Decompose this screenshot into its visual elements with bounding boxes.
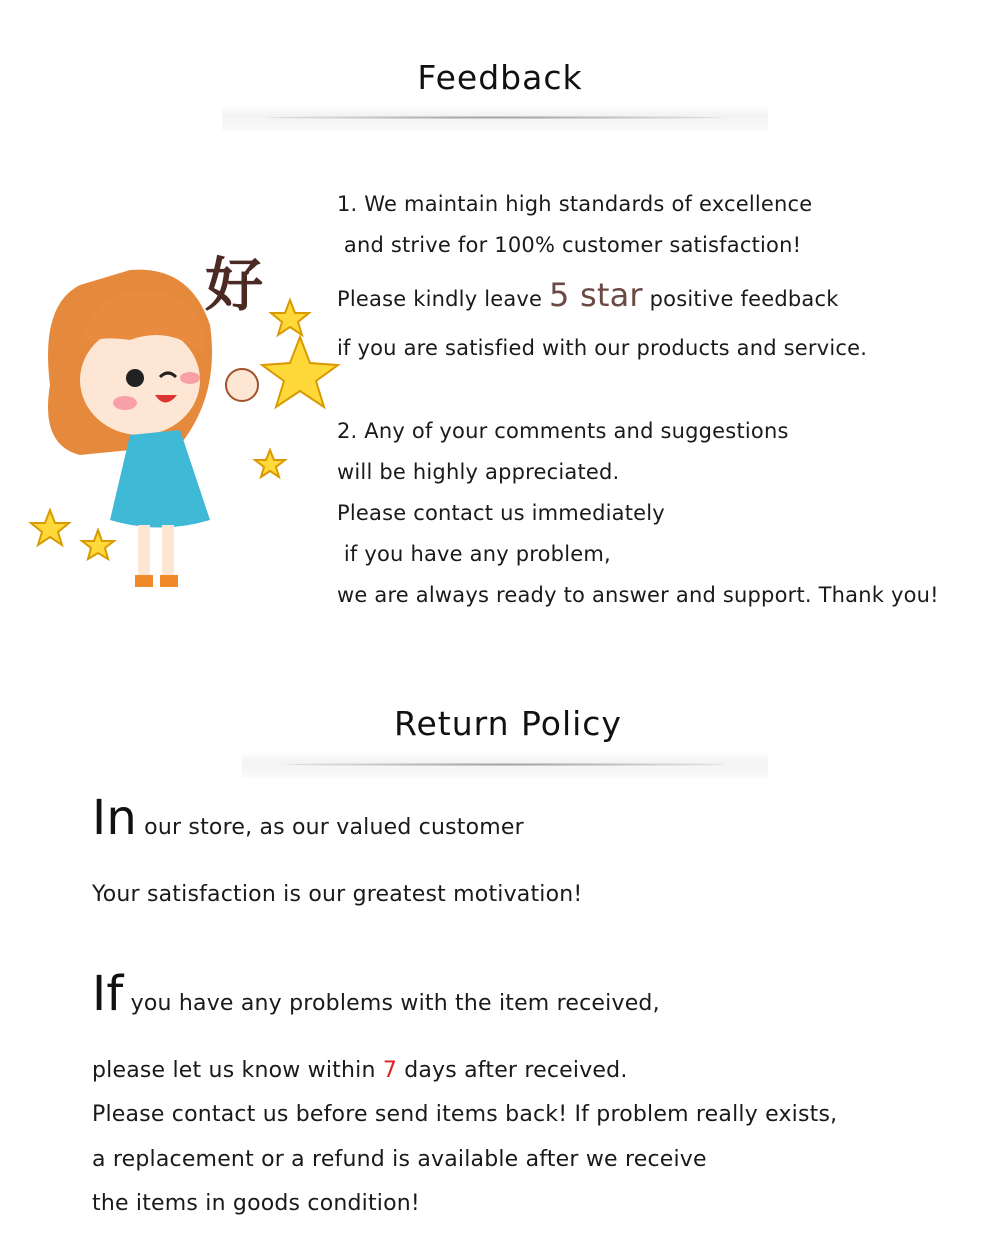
feedback-divider bbox=[222, 105, 768, 131]
girl-thumbs-up-illustration bbox=[20, 245, 350, 605]
return-line-4 bbox=[92, 1058, 628, 1083]
feedback-line-1: 1. We maintain high standards of excellence bbox=[337, 192, 813, 216]
feedback-line-3: if you are satisfied with our products and service. bbox=[337, 336, 868, 360]
feedback-star-line bbox=[337, 276, 839, 314]
feedback-line-6: Please contact us immediately bbox=[337, 501, 665, 525]
return-line-4-before: please let us know within bbox=[92, 1058, 383, 1083]
return-policy-title: Return Policy bbox=[394, 704, 622, 743]
return-line-3-text: you have any problems with the item received, bbox=[123, 991, 660, 1016]
feedback-line-7: if you have any problem, bbox=[337, 542, 611, 566]
drop-cap-in: In bbox=[92, 790, 137, 846]
feedback-title: Feedback bbox=[417, 58, 583, 97]
return-line-6: a replacement or a refund is available after we receive bbox=[92, 1147, 707, 1172]
feedback-line-5: will be highly appreciated. bbox=[337, 460, 620, 484]
five-star-highlight: 5 star bbox=[549, 276, 643, 314]
return-line-4-after: days after received. bbox=[397, 1058, 628, 1083]
feedback-line-8: we are always ready to answer and support. Thank you! bbox=[337, 583, 939, 607]
seven-days-highlight: 7 bbox=[382, 1058, 398, 1083]
star-line-after: positive feedback bbox=[642, 287, 839, 311]
return-line-2: Your satisfaction is our greatest motivation! bbox=[92, 882, 583, 907]
return-line-1 bbox=[92, 790, 524, 846]
illustration-character: 好 bbox=[205, 251, 264, 319]
return-policy-divider bbox=[242, 752, 768, 778]
drop-cap-if: If bbox=[92, 966, 124, 1022]
return-line-3 bbox=[92, 966, 660, 1022]
star-line-before: Please kindly leave bbox=[337, 287, 550, 311]
return-line-1-text: our store, as our valued customer bbox=[136, 815, 524, 840]
return-line-7: the items in goods condition! bbox=[92, 1191, 420, 1216]
return-line-5: Please contact us before send items back! If problem really exists, bbox=[92, 1102, 838, 1127]
feedback-line-4: 2. Any of your comments and suggestions bbox=[337, 419, 789, 443]
feedback-line-2: and strive for 100% customer satisfaction! bbox=[337, 233, 802, 257]
